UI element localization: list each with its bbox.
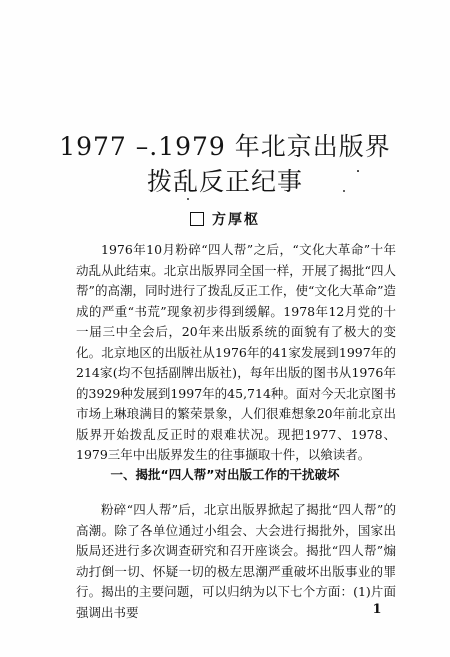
author-name: 方厚枢 <box>212 212 260 228</box>
intro-paragraph: 1976年10月粉碎“四人帮”之后，“文化大革命”十年动乱从此结束。北京出版界同全国一样，开展了揭批“四人帮”的高潮，同时进行了拨乱反正工作，使“文化大革命”造成的严重“书荒”现象初步得到缓解。1978年12月党的十一届三中全会后，20年来出版系统的面貌有了极大的变化。北京地区的出版社从1976年的41家发展到1997年的214家(均不包括副牌出版社)，每年出版的图书从1976年的3929种发展到1997年的45,714种。面对今天北京图书市场上琳琅满目的繁荣景象，人们很难想象20年前北京出版界开始拨乱反正时的艰难状况。现把1977、1978、1979三年中出版界发生的往事撷取十件，以飨读者。 <box>76 242 396 462</box>
title-line-2: 拨乱反正纪事 <box>146 167 303 196</box>
page-number: 1 <box>372 602 382 617</box>
section-heading: 一、揭批“四人帮”对出版工作的干扰破坏 <box>110 467 340 482</box>
author-line <box>0 211 450 229</box>
scan-speck <box>343 190 345 192</box>
scan-speck <box>357 170 359 172</box>
body-paragraph: 粉碎“四人帮”后，北京出版界掀起了揭批“四人帮”的高潮。除了各单位通过小组会、大会进行揭批外，国家出版局还进行多次调查研究和召开座谈会。揭批“四人帮”煽动打倒一切、怀疑一切的极左思潮严重破坏出版事业的罪行。揭出的主要问题，可以归纳为以下七个方面：(1)片面强调出书要 <box>76 502 396 620</box>
square-icon <box>190 212 204 226</box>
title-line-1: 1977 –.1979 年北京出版界 <box>59 132 391 161</box>
scan-speck <box>187 198 189 200</box>
